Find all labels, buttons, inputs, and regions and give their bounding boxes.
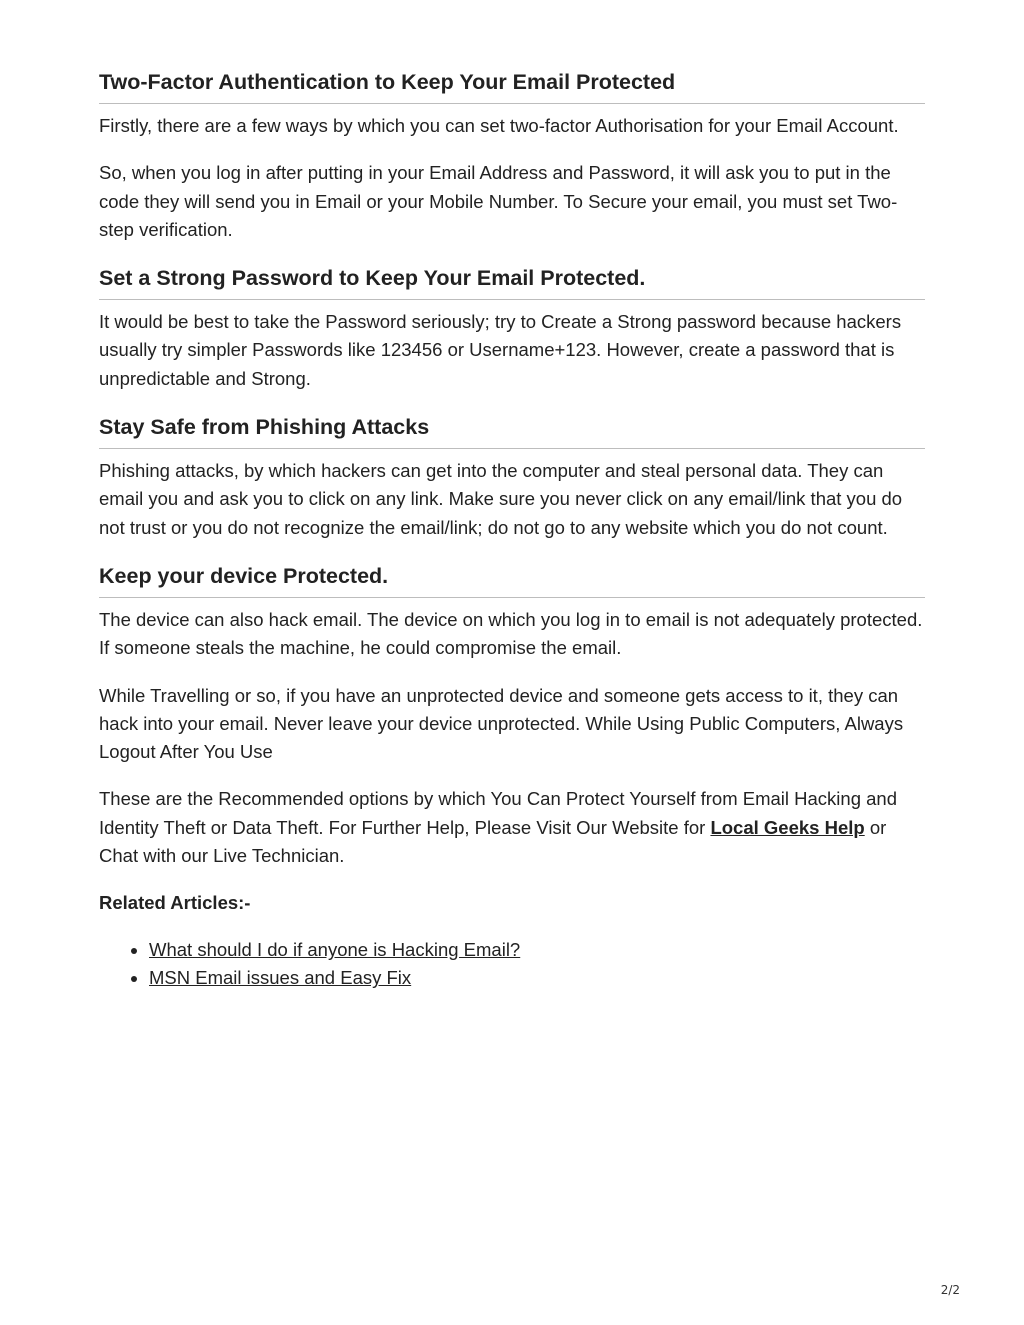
list-item — [149, 964, 925, 992]
section-strong-password — [99, 263, 925, 393]
list-item — [149, 936, 925, 964]
related-articles-heading: Related Articles:- — [99, 892, 251, 914]
closing-text-after: or Chat with our Live Technician. — [99, 816, 887, 867]
section-heading: Set a Strong Password to Keep Your Email Protected. — [99, 263, 925, 300]
paragraph: Phishing attacks, by which hackers can get into the computer and steal personal data. They can email you and ask you to click on any link. Make sure you never click on any email/link that you do not trust or you do not recognize the email/link; do not go to any website which you do not count. — [99, 460, 903, 538]
paragraph: The device can also hack email. The device on which you log in to email is not adequately protected. If someone steals the machine, he could compromise the email. — [99, 608, 923, 659]
page-number: 2/2 — [940, 1283, 960, 1297]
section-heading: Stay Safe from Phishing Attacks — [99, 412, 925, 449]
section-phishing — [99, 412, 925, 542]
paragraph: So, when you log in after putting in your Email Address and Password, it will ask you to put in the code they will send you in Email or your Mobile Number. To Secure your email, you must set Two-step verification. — [99, 162, 898, 240]
related-link-msn-email[interactable]: MSN Email issues and Easy Fix — [149, 967, 412, 989]
paragraph: While Travelling or so, if you have an unprotected device and someone gets access to it, they can hack into your email. Never leave your device unprotected. While Using Public Computers, Always Logout After You Use — [99, 684, 904, 763]
related-articles-list — [99, 936, 925, 992]
section-heading: Keep your device Protected. — [99, 561, 925, 598]
paragraph: Firstly, there are a few ways by which you can set two-factor Authorisation for your Email Account. — [99, 115, 899, 136]
closing-paragraph — [99, 785, 925, 870]
related-link-hacking-email[interactable]: What should I do if anyone is Hacking Email? — [149, 939, 521, 961]
section-heading: Two-Factor Authentication to Keep Your Email Protected — [99, 67, 925, 104]
section-two-factor — [99, 67, 925, 244]
closing-text-before: These are the Recommended options by which You Can Protect Yourself from Email Hacking and Identity Theft or Data Theft. For Further Help, Please Visit Our Website for — [99, 788, 898, 838]
paragraph: It would be best to take the Password seriously; try to Create a Strong password because hackers usually try simpler Passwords like 123456 or Username+123. However, create a password that is unpredictable and Strong. — [99, 311, 902, 389]
section-device — [99, 561, 925, 766]
local-geeks-help-link[interactable]: Local Geeks Help — [710, 816, 865, 838]
article-body — [99, 67, 925, 992]
